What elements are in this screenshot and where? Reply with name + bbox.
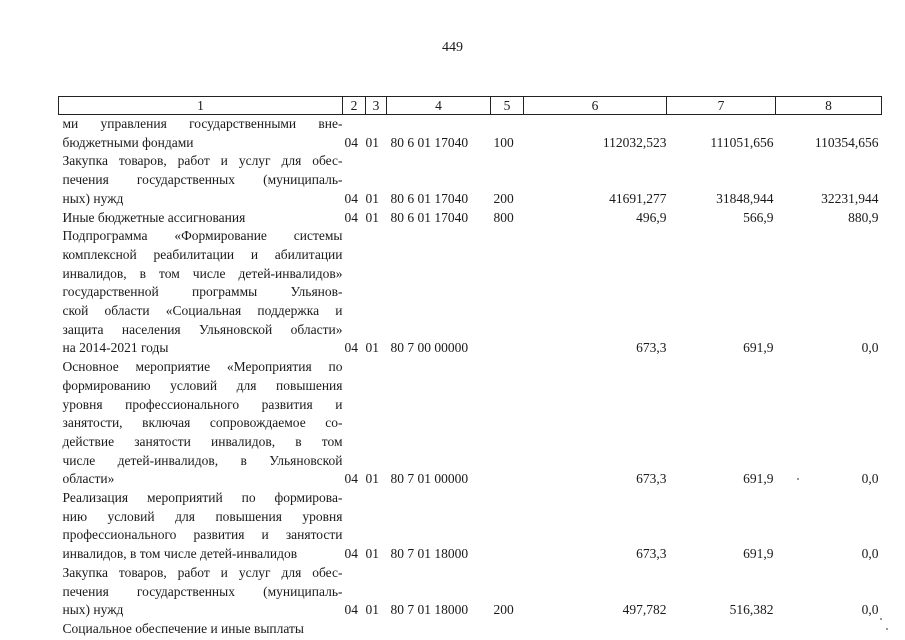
scan-speck	[797, 478, 799, 480]
subsection-code: 01	[365, 602, 379, 618]
table-row	[59, 358, 882, 489]
column-header-8: 8	[776, 97, 882, 115]
subsection-code: 01	[365, 340, 379, 356]
description-line: защита населения Ульяновской области»	[62, 321, 343, 337]
section-code: 04	[344, 602, 358, 618]
amount-col7: 566,9	[743, 209, 774, 225]
subsection-code: 01	[365, 209, 379, 225]
section-code: 04	[344, 190, 358, 206]
description-line: формированию условий для повышения	[62, 377, 343, 393]
description-line: профессионального развития и занятости	[62, 527, 343, 543]
target-item-code: 80 6 01 17040	[390, 134, 469, 150]
amount-col6: 673,3	[636, 546, 667, 562]
column-header-7: 7	[667, 97, 776, 115]
expense-type-code: 800	[493, 209, 514, 225]
description-line: Социальное обеспечение и иные выплаты	[62, 620, 304, 636]
target-item-code: 80 7 00 00000	[390, 340, 469, 356]
description-line: Реализация мероприятий по формирова-	[62, 490, 343, 506]
expense-type-code	[491, 358, 524, 489]
amount-col6: 496,9	[636, 209, 667, 225]
amount-col6: 673,3	[636, 471, 667, 487]
expense-type-code: 200	[493, 602, 514, 618]
amount-col7: 691,9	[743, 340, 774, 356]
description-line: печения государственных (муниципаль-	[62, 172, 343, 188]
expense-type-code	[491, 620, 524, 639]
description-line: ных) нужд	[62, 190, 124, 206]
amount-col8: 0,0	[861, 471, 879, 487]
table-row	[59, 564, 882, 620]
section-code: 04	[344, 340, 358, 356]
table-row	[59, 620, 882, 639]
target-item-code: 80 7 01 18000	[390, 602, 469, 618]
row-description	[59, 358, 343, 489]
amount-col8: 880,9	[848, 209, 879, 225]
description-line: инвалидов, в том числе детей-инвалидов	[62, 546, 298, 562]
description-line: ми управления государственными вне-	[62, 116, 343, 131]
amount-col8: 32231,944	[821, 190, 879, 206]
description-line: действие занятости инвалидов, в том	[62, 433, 343, 449]
amount-col6: 112032,523	[602, 134, 667, 150]
table-row	[59, 152, 882, 208]
target-item-code	[387, 620, 491, 639]
description-line: числе детей-инвалидов, в Ульяновской	[62, 452, 343, 468]
amount-col7	[667, 620, 776, 639]
description-line: на 2014-2021 годы	[62, 340, 169, 356]
section-code: 04	[344, 134, 358, 150]
amount-col8: 110354,656	[814, 134, 879, 150]
column-header-3: 3	[366, 97, 387, 115]
column-header-5: 5	[491, 97, 524, 115]
table-row	[59, 489, 882, 564]
header-row	[59, 97, 882, 115]
row-description	[59, 227, 343, 358]
amount-col6: 497,782	[622, 602, 667, 618]
subsection-code	[366, 620, 387, 639]
target-item-code: 80 7 01 18000	[390, 546, 469, 562]
description-line: печения государственных (муниципаль-	[62, 583, 343, 599]
expense-type-code: 100	[493, 134, 514, 150]
table-body	[59, 115, 882, 639]
table-row	[59, 209, 882, 228]
row-description	[59, 620, 343, 639]
column-header-1: 1	[59, 97, 343, 115]
description-line: Иные бюджетные ассигнования	[62, 209, 246, 225]
table-header	[59, 97, 882, 115]
section-code: 04	[344, 209, 358, 225]
target-item-code: 80 6 01 17040	[390, 190, 469, 206]
section-code: 04	[344, 471, 358, 487]
target-item-code: 80 7 01 00000	[390, 471, 469, 487]
scan-speck	[886, 628, 888, 630]
description-line: уровня профессионального развития и	[62, 396, 343, 412]
amount-col7: 691,9	[743, 546, 774, 562]
amount-col6: 673,3	[636, 340, 667, 356]
description-line: Закупка товаров, работ и услуг для обес-	[62, 564, 343, 580]
description-line: Подпрограмма «Формирование системы	[62, 228, 343, 244]
scan-speck	[880, 618, 882, 620]
expense-type-code	[491, 227, 524, 358]
description-line: ской области «Социальная поддержка и	[62, 303, 343, 319]
amount-col8	[776, 620, 882, 639]
description-line: Основное мероприятие «Мероприятия по	[62, 359, 343, 375]
description-line: бюджетными фондами	[62, 134, 194, 150]
amount-col7: 31848,944	[716, 190, 774, 206]
subsection-code: 01	[365, 190, 379, 206]
subsection-code: 01	[365, 471, 379, 487]
row-description	[59, 489, 343, 564]
expense-type-code	[491, 489, 524, 564]
description-line: комплексной реабилитации и абилитации	[62, 246, 343, 262]
description-line: занятости, включая сопровождаемое со-	[62, 415, 343, 431]
row-description	[59, 115, 343, 153]
subsection-code: 01	[365, 134, 379, 150]
amount-col8: 0,0	[861, 546, 879, 562]
column-header-6: 6	[524, 97, 667, 115]
section-code: 04	[344, 546, 358, 562]
table-row	[59, 227, 882, 358]
column-header-2: 2	[343, 97, 366, 115]
row-description	[59, 209, 343, 228]
amount-col8: 0,0	[861, 602, 879, 618]
row-description	[59, 152, 343, 208]
description-line: ных) нужд	[62, 602, 124, 618]
description-line: государственной программы Ульянов-	[62, 284, 343, 300]
description-line: нию условий для повышения уровня	[62, 508, 343, 524]
row-description	[59, 564, 343, 620]
expense-type-code: 200	[493, 190, 514, 206]
amount-col6	[524, 620, 667, 639]
page-number: 449	[442, 40, 463, 55]
description-line: инвалидов, в том числе детей-инвалидов»	[62, 265, 343, 281]
column-header-4: 4	[387, 97, 491, 115]
table-row	[59, 115, 882, 153]
section-code	[343, 620, 366, 639]
budget-table	[58, 96, 882, 639]
description-line: области»	[62, 471, 115, 487]
amount-col7: 516,382	[729, 602, 774, 618]
amount-col8: 0,0	[861, 340, 879, 356]
description-line: Закупка товаров, работ и услуг для обес-	[62, 153, 343, 169]
subsection-code: 01	[365, 546, 379, 562]
target-item-code: 80 6 01 17040	[390, 209, 469, 225]
amount-col7: 691,9	[743, 471, 774, 487]
amount-col7: 111051,656	[710, 134, 774, 150]
amount-col6: 41691,277	[609, 190, 667, 206]
